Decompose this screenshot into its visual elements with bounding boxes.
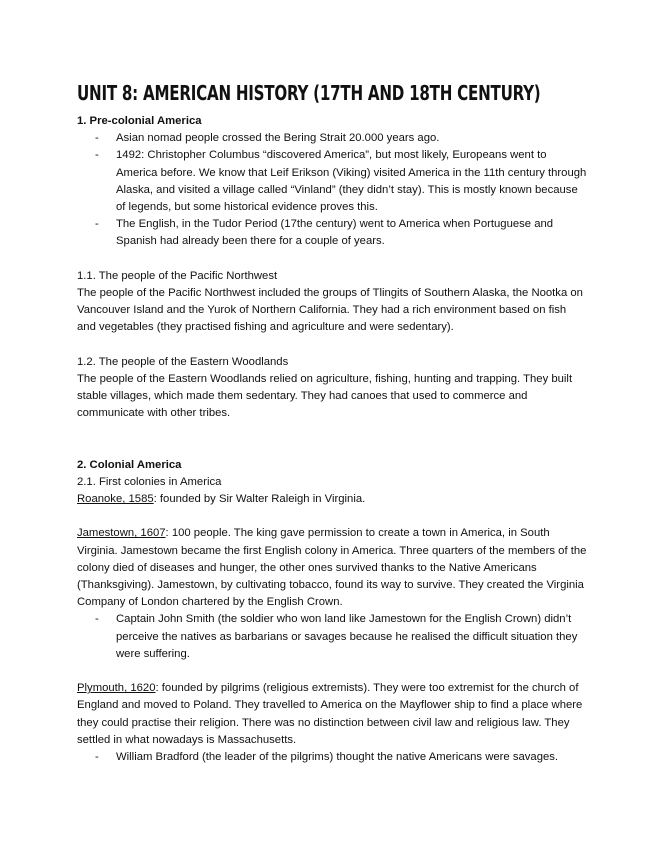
- roanoke-label: Roanoke, 1585: [77, 493, 154, 506]
- paragraph-eastern-woodlands: The people of the Eastern Woodlands relied on agriculture, fishing, hunting and trapping. They built stable villages, which made them sedentary. They had canoes that used to commerce and communicate with other tribes.: [77, 373, 573, 420]
- pre-colonial-list: [77, 130, 587, 250]
- list-item: - Captain John Smith (the soldier who won land like Jamestown for the English Crown) didn’t perceive the natives as barbarians or savages because he realised the difficult situation they were suffering.: [77, 611, 587, 663]
- list-item: - 1492: Christopher Columbus “discovered America”, but most likely, Europeans went to America before. We know that Leif Erikson (Viking) visited America in the 11th century through Alaska, and visited a village called “Vinland” (they didn’t stay). This is mostly known because of legends, but some historical evidence proves this.: [77, 147, 587, 216]
- roanoke-text: : founded by Sir Walter Raleigh in Virginia.: [153, 493, 366, 506]
- document-content: [77, 82, 587, 766]
- section-heading-pre-colonial: 1. Pre-colonial America: [77, 115, 202, 127]
- list-item: - William Bradford (the leader of the pilgrims) thought the native Americans were savages.: [77, 749, 587, 766]
- list-item: - Asian nomad people crossed the Bering Strait 20.000 years ago.: [77, 130, 587, 147]
- plymouth-label: Plymouth, 1620: [77, 682, 156, 695]
- paragraph-plymouth: [77, 680, 587, 749]
- subsection-heading-pacific-northwest: 1.1. The people of the Pacific Northwest: [77, 269, 278, 282]
- plymouth-text: : founded by pilgrims (religious extremists). They were too extremist for the church of England and moved to Poland. They travelled to America on the Mayflower ship to find a place where they could practise their religion. There was no distinction between civil law and religious law. They settled in what nowadays is Massachusetts.: [77, 682, 583, 746]
- paragraph-jamestown: [77, 525, 587, 611]
- jamestown-text: : 100 people. The king gave permission to create a town in America, in South Virginia. Jamestown became the first English colony in America. Three quarters of the members of the colony died of diseases and hunger, the other ones survived thanks to the Native Americans (Thanksgiving). Jamestown, by cultivating tobacco, found its way to survive. They created the Virginia Company of London chartered by the English Crown.: [77, 527, 587, 609]
- section-heading-colonial: 2. Colonial America: [77, 458, 182, 471]
- list-item: - The English, in the Tudor Period (17the century) went to America when Portuguese and Spanish had already been there for a couple of years.: [77, 216, 587, 250]
- jamestown-list: [77, 611, 587, 663]
- plymouth-list: [77, 749, 587, 766]
- paragraph-pacific-northwest: The people of the Pacific Northwest included the groups of Tlingits of Southern Alaska, the Nootka on Vancouver Island and the Yurok of Northern California. They had a rich environment based on fish and vegetables (they practised fishing and agriculture and were sedentary).: [77, 287, 583, 334]
- subsection-heading-eastern-woodlands: 1.2. The people of the Eastern Woodlands: [77, 355, 289, 368]
- page-title: UNIT 8: AMERICAN HISTORY (17TH AND 18TH CENTURY): [77, 81, 541, 105]
- jamestown-label: Jamestown, 1607: [77, 527, 166, 540]
- subsection-heading-first-colonies: 2.1. First colonies in America: [77, 475, 222, 488]
- paragraph-roanoke: [77, 491, 587, 508]
